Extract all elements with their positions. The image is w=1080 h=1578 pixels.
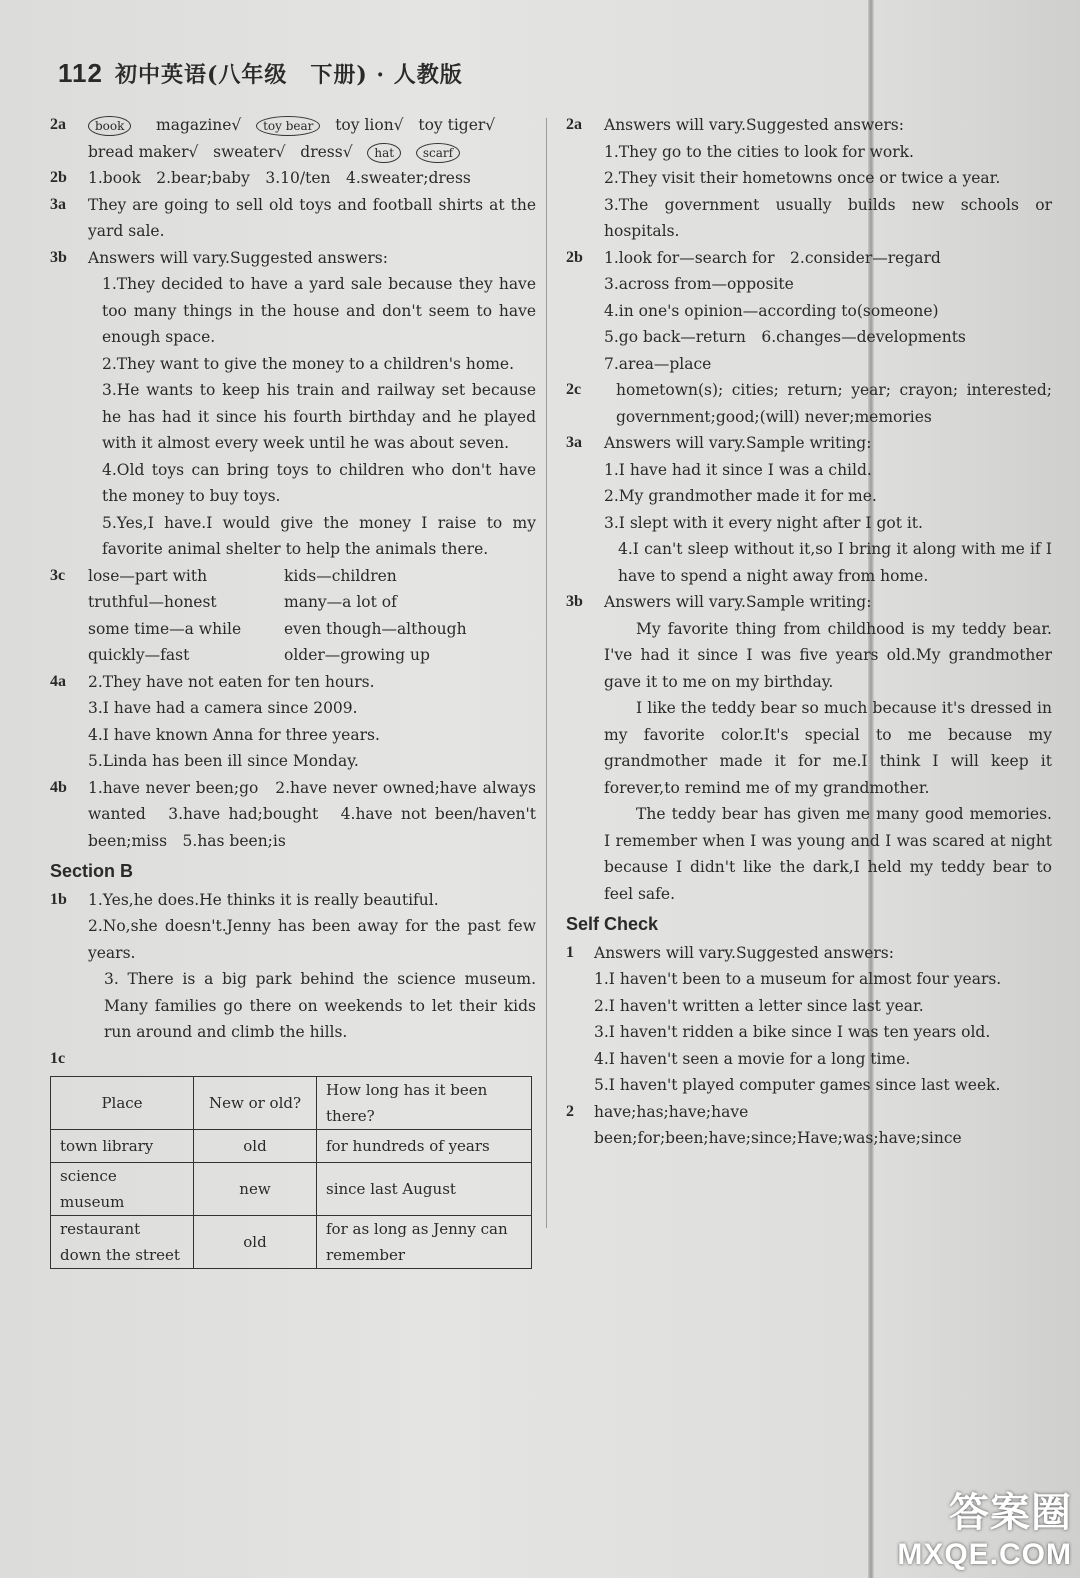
- book-title: 初中英语(八年级 下册) · 人教版: [114, 62, 463, 88]
- watermark-logo: 答案圈 MXQE.COM: [897, 1491, 1072, 1571]
- list-item: 4.I can't sleep without it,so I bring it along with me if I have to spend a night away from home.: [618, 540, 1052, 585]
- answer-2a: 2a book magazine√ toy bear toy lion√ toy tiger√ bread maker√ sweater√ dress√ hat scarf: [50, 112, 536, 165]
- word-pair: older—growing up: [284, 646, 430, 664]
- answer-3a: 3a They are going to sell old toys and football shirts at the yard sale.: [50, 195, 536, 240]
- list-item: 1.I haven't been to a museum for almost four years.: [594, 970, 1002, 988]
- list-item: 2.They visit their hometowns once or twice a year.: [604, 169, 1001, 187]
- answer-3b: 3b Answers will vary.Suggested answers: 1.They decided to have a yard sale because they have too many things in the house and don't seem to have enough space. 2.They want to give the money to a children's home. 3.He wants to keep his train and railway set because he has had it since his fourth birthday and he played with it almost every week until he was about seven. 4.Old toys can bring toys to children who don't have the money to buy toys. 5.Yes,I have.I would give the money I raise to my favorite animal shelter to help the animals there.: [50, 245, 536, 563]
- circled-word: toy bear: [256, 116, 320, 136]
- word-line-2: bread maker√ sweater√ dress√ hat scarf: [88, 139, 536, 166]
- column-divider: [546, 118, 547, 1228]
- circled-word: scarf: [416, 143, 460, 163]
- list-item: 4.I have known Anna for three years.: [88, 725, 380, 744]
- list-item: 2.They have not eaten for ten hours.: [88, 672, 375, 691]
- list-item: 4.in one's opinion—according to(someone): [604, 301, 939, 320]
- answer-2c: 2c hometown(s); cities; return; year; crayon; interested; government;good;(will) never;memories: [566, 381, 1052, 426]
- self-check-heading: Self Check: [566, 914, 659, 934]
- answer-table: [50, 1076, 532, 1269]
- word-pair: quickly—fast: [88, 646, 190, 664]
- paragraph: I like the teddy bear so much because it's dressed in my favorite color.It's special to me because my grandmother made it for me.I think I will keep it forever,to remind me of my grandmother.: [604, 699, 1052, 797]
- answer-3a-b: 3a Answers will vary.Sample writing: 1.I have had it since I was a child. 2.My grandmother made it for me. 3.I slept with it every night after I got it. 4.I can't sleep without it,so I bring it along with me if I have to spend a night away from home.: [566, 430, 1052, 589]
- list-item: 1.look for—search for 2.consider—regard: [604, 248, 941, 267]
- right-column: [566, 112, 1052, 1152]
- list-item: 3.across from—opposite: [604, 275, 794, 293]
- table-header-row: Place New or old? How long has it been there?: [51, 1077, 532, 1130]
- circled-word: book: [88, 116, 131, 136]
- left-column: [50, 112, 536, 1269]
- answer-3c: 3c lose—part with kids—children truthful—honest many—a lot of some time—a while even though—although quickly—fast older—growing up: [50, 563, 536, 669]
- list-item: 3.I haven't ridden a bike since I was ten years old.: [594, 1023, 991, 1041]
- answer-2a-b: 2a Answers will vary.Suggested answers: 1.They go to the cities to look for work. 2.They visit their hometowns once or twice a year. 3.The government usually builds new schools or hospitals.: [566, 112, 1052, 245]
- answer-self-check-1: 1 Answers will vary.Suggested answers: 1.I haven't been to a museum for almost four years. 2.I haven't written a letter since last year. 3.I haven't ridden a bike since I was ten years old. 4.I haven't seen a movie for a long time. 5.I haven't played computer games since last week.: [566, 940, 1052, 1099]
- list-item: 3.I slept with it every night after I got it.: [604, 513, 923, 532]
- answer-3b-b: 3b Answers will vary.Sample writing: My favorite thing from childhood is my teddy bear. I've had it since I was five years old.My grandmother gave it to me on my birthday. I like the teddy bear so much because it's dressed in my favorite color.It's special to me because my grandmother made it for me.I think I will keep it forever,to remind me of my grandmother. The teddy bear has given me many good memories. I remember when I was young and I was scared at night because I didn't like the dark,I held my teddy bear to feel safe.: [566, 589, 1052, 907]
- word-pair: even though—although: [284, 619, 467, 638]
- word-pair: lose—part with: [88, 566, 208, 585]
- list-item: 2.No,she doesn't.Jenny has been away for the past few years.: [88, 917, 536, 962]
- list-item: 7.area—place: [604, 354, 712, 373]
- answer-2b-b: 2b 1.look for—search for 2.consider—regard 3.across from—opposite 4.in one's opinion—according to(someone) 5.go back—return 6.changes—developments 7.area—place: [566, 245, 1052, 378]
- word-pair: truthful—honest: [88, 593, 217, 611]
- list-item: 4.I haven't seen a movie for a long time.: [594, 1049, 911, 1068]
- list-item: 3.He wants to keep his train and railway set because he has had it since his fourth birthday and he played with it almost every week until he was about seven.: [102, 381, 536, 452]
- list-item: 1.I have had it since I was a child.: [604, 460, 872, 479]
- answer-4b: 4b 1.have never been;go 2.have never owned;have always wanted 3.have had;bought 4.have not been/haven't been;miss 5.has been;is: [50, 778, 536, 850]
- answer-2b: 2b 1.book 2.bear;baby 3.10/ten 4.sweater;dress: [50, 169, 471, 187]
- list-item: 5.Linda has been ill since Monday.: [88, 752, 359, 770]
- list-item: 2.They want to give the money to a children's home.: [102, 354, 514, 373]
- list-item: 5.I haven't played computer games since last week.: [594, 1076, 1001, 1094]
- answer-1c: 1c Place New or old? How long has it been there? town library old for hundreds of years science museum new since last August restaurant down the street old for as long as Jenny can remember: [50, 1046, 536, 1270]
- list-item: 1.Yes,he does.He thinks it is really beautiful.: [88, 890, 439, 909]
- list-item: 3. There is a big park behind the science museum. Many families go there on weekends to let their kids run around and climb the hills.: [104, 970, 536, 1041]
- paragraph: The teddy bear has given me many good memories. I remember when I was young and I was scared at night because I didn't like the dark,I held my teddy bear to feel safe.: [604, 805, 1052, 903]
- word-pair: kids—children: [284, 566, 397, 585]
- answer-1b: 1b 1.Yes,he does.He thinks it is really beautiful. 2.No,she doesn't.Jenny has been away for the past few years. 3. There is a big park behind the science museum. Many families go there on weekends to let their kids run around and climb the hills.: [50, 887, 536, 1046]
- list-item: 1.They go to the cities to look for work.: [604, 142, 914, 161]
- list-item: 1.They decided to have a yard sale because they have too many things in the house and don't seem to have enough space.: [102, 275, 536, 346]
- table-row: restaurant down the street old for as long as Jenny can remember: [51, 1216, 532, 1269]
- list-item: 2.I haven't written a letter since last year.: [594, 996, 924, 1015]
- list-item: 3.The government usually builds new schools or hospitals.: [604, 195, 1052, 240]
- word-pair: some time—a while: [88, 619, 242, 638]
- page-header: [58, 58, 463, 89]
- list-item: 4.Old toys can bring toys to children who don't have the money to buy toys.: [102, 460, 536, 505]
- answer-4a: 4a 2.They have not eaten for ten hours. 3.I have had a camera since 2009. 4.I have known Anna for three years. 5.Linda has been ill since Monday.: [50, 669, 536, 775]
- answer-self-check-2: 2 have;has;have;have been;for;been;have;since;Have;was;have;since: [566, 1102, 962, 1147]
- table-row: science museum new since last August: [51, 1163, 532, 1216]
- list-item: 5.go back—return 6.changes—developments: [604, 328, 966, 346]
- list-item: 3.I have had a camera since 2009.: [88, 699, 358, 717]
- table-row: town library old for hundreds of years: [51, 1130, 532, 1163]
- word-line-1: book magazine√ toy bear toy lion√ toy tiger√: [88, 112, 536, 139]
- list-item: 2.My grandmother made it for me.: [604, 487, 877, 505]
- section-b-heading: Section B: [50, 861, 134, 881]
- circled-word: hat: [367, 143, 401, 163]
- paragraph: My favorite thing from childhood is my teddy bear. I've had it since I was five years old.My grandmother gave it to me on my birthday.: [604, 619, 1052, 691]
- page-number: 112: [58, 58, 103, 88]
- list-item: 5.Yes,I have.I would give the money I raise to my favorite animal shelter to help the animals there.: [102, 513, 536, 558]
- word-pair: many—a lot of: [284, 593, 397, 611]
